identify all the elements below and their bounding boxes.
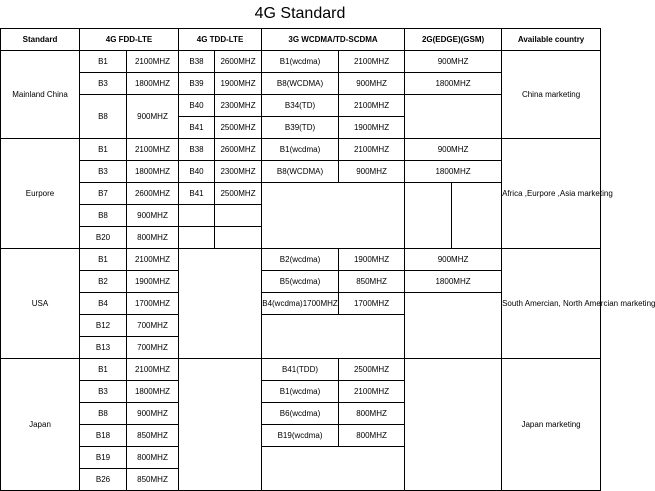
market-china: China marketing	[502, 51, 601, 139]
wcdma-freq: 2100MHZ	[339, 381, 405, 403]
empty-cell	[405, 95, 502, 139]
tdd-band: B41	[179, 117, 215, 139]
fdd-freq: 2100MHZ	[127, 359, 179, 381]
wcdma-freq: 900MHZ	[339, 73, 405, 95]
wcdma-band: B4(wcdma)1700MHZ	[262, 293, 339, 315]
header-row	[1, 29, 601, 51]
header-tdd: 4G TDD-LTE	[179, 29, 262, 51]
fdd-band: B1	[80, 139, 127, 161]
empty-cell	[405, 359, 502, 491]
header-standard: Standard	[1, 29, 80, 51]
empty-cell	[262, 183, 405, 249]
fdd-band: B7	[80, 183, 127, 205]
tdd-freq: 2300MHZ	[215, 161, 262, 183]
tdd-freq: 1900MHZ	[215, 73, 262, 95]
fdd-band: B18	[80, 425, 127, 447]
fdd-freq: 800MHZ	[127, 227, 179, 249]
fdd-freq: 700MHZ	[127, 337, 179, 359]
wcdma-freq: 800MHZ	[339, 403, 405, 425]
empty-cell	[215, 205, 262, 227]
wcdma-freq: 850MHZ	[339, 271, 405, 293]
empty-cell	[262, 447, 405, 491]
fdd-band: B20	[80, 227, 127, 249]
empty-cell	[405, 183, 452, 249]
fdd-freq: 900MHZ	[127, 95, 179, 139]
table-row	[1, 51, 601, 73]
wcdma-freq: 900MHZ	[339, 161, 405, 183]
fdd-band: B13	[80, 337, 127, 359]
fdd-freq: 2100MHZ	[127, 51, 179, 73]
wcdma-band: B6(wcdma)	[262, 403, 339, 425]
wcdma-band: B8(WCDMA)	[262, 161, 339, 183]
table-row	[1, 249, 601, 271]
wcdma-freq: 2100MHZ	[339, 139, 405, 161]
fdd-band: B1	[80, 359, 127, 381]
wcdma-freq: 2100MHZ	[339, 95, 405, 117]
fdd-band: B19	[80, 447, 127, 469]
gsm-freq: 900MHZ	[405, 51, 502, 73]
wcdma-band: B8(WCDMA)	[262, 73, 339, 95]
fdd-freq: 850MHZ	[127, 469, 179, 491]
wcdma-freq: 1900MHZ	[339, 249, 405, 271]
tdd-band: B38	[179, 51, 215, 73]
wcdma-band: B2(wcdma)	[262, 249, 339, 271]
empty-cell	[179, 249, 262, 359]
fdd-band: B1	[80, 51, 127, 73]
empty-cell	[405, 293, 502, 359]
band-table	[0, 28, 655, 491]
tdd-freq: 2600MHZ	[215, 139, 262, 161]
empty-cell	[179, 227, 215, 249]
wcdma-freq: 2500MHZ	[339, 359, 405, 381]
wcdma-band: B39(TD)	[262, 117, 339, 139]
fdd-freq: 900MHZ	[127, 205, 179, 227]
market-usa: South Amercian, North Amercian marketing	[502, 249, 601, 359]
region-japan: Japan	[1, 359, 80, 491]
header-wcdma: 3G WCDMA/TD-SCDMA	[262, 29, 405, 51]
wcdma-freq: 1900MHZ	[339, 117, 405, 139]
tdd-band: B41	[179, 183, 215, 205]
table-row	[1, 359, 601, 381]
tdd-band: B40	[179, 95, 215, 117]
fdd-freq: 1900MHZ	[127, 271, 179, 293]
tdd-band: B40	[179, 161, 215, 183]
fdd-freq: 2600MHZ	[127, 183, 179, 205]
fdd-freq: 900MHZ	[127, 403, 179, 425]
empty-cell	[262, 315, 405, 359]
gsm-freq: 1800MHZ	[405, 73, 502, 95]
tdd-band: B38	[179, 139, 215, 161]
fdd-freq: 850MHZ	[127, 425, 179, 447]
wcdma-freq: 1700MHZ	[339, 293, 405, 315]
empty-cell	[179, 359, 262, 491]
header-available: Available country	[502, 29, 601, 51]
fdd-freq: 1800MHZ	[127, 161, 179, 183]
fdd-freq: 2100MHZ	[127, 139, 179, 161]
fdd-band: B8	[80, 95, 127, 139]
wcdma-band: B19(wcdma)	[262, 425, 339, 447]
region-china: Mainland China	[1, 51, 80, 139]
page-title: 4G Standard	[254, 5, 346, 22]
fdd-band: B3	[80, 381, 127, 403]
fdd-freq: 2100MHZ	[127, 249, 179, 271]
wcdma-band: B34(TD)	[262, 95, 339, 117]
market-japan: Japan marketing	[502, 359, 601, 491]
fdd-band: B8	[80, 205, 127, 227]
wcdma-band: B41(TDD)	[262, 359, 339, 381]
tdd-band: B39	[179, 73, 215, 95]
gsm-freq: 900MHZ	[405, 249, 502, 271]
fdd-band: B2	[80, 271, 127, 293]
fdd-freq: 1700MHZ	[127, 293, 179, 315]
header-fdd: 4G FDD-LTE	[80, 29, 179, 51]
table-row	[1, 139, 601, 161]
wcdma-band: B1(wcdma)	[262, 139, 339, 161]
region-usa: USA	[1, 249, 80, 359]
market-europe: Africa ,Eurpore ,Asia marketing	[502, 139, 601, 249]
wcdma-freq: 2100MHZ	[339, 51, 405, 73]
tdd-freq: 2500MHZ	[215, 117, 262, 139]
fdd-band: B12	[80, 315, 127, 337]
empty-cell	[179, 205, 215, 227]
fdd-freq: 1800MHZ	[127, 73, 179, 95]
fdd-freq: 700MHZ	[127, 315, 179, 337]
fdd-band: B3	[80, 161, 127, 183]
gsm-freq: 1800MHZ	[405, 161, 502, 183]
wcdma-band: B1(wcdma)	[262, 51, 339, 73]
wcdma-freq: 800MHZ	[339, 425, 405, 447]
fdd-band: B8	[80, 403, 127, 425]
region-europe: Eurpore	[1, 139, 80, 249]
fdd-band: B26	[80, 469, 127, 491]
empty-cell	[215, 227, 262, 249]
wcdma-band: B1(wcdma)	[262, 381, 339, 403]
tdd-freq: 2600MHZ	[215, 51, 262, 73]
gsm-freq: 1800MHZ	[405, 271, 502, 293]
fdd-freq: 1800MHZ	[127, 381, 179, 403]
tdd-freq: 2500MHZ	[215, 183, 262, 205]
fdd-band: B3	[80, 73, 127, 95]
fdd-band: B4	[80, 293, 127, 315]
wcdma-band: B5(wcdma)	[262, 271, 339, 293]
fdd-band: B1	[80, 249, 127, 271]
header-gsm: 2G(EDGE)(GSM)	[405, 29, 502, 51]
fdd-freq: 800MHZ	[127, 447, 179, 469]
gsm-freq: 900MHZ	[405, 139, 502, 161]
empty-cell	[452, 183, 502, 249]
tdd-freq: 2300MHZ	[215, 95, 262, 117]
